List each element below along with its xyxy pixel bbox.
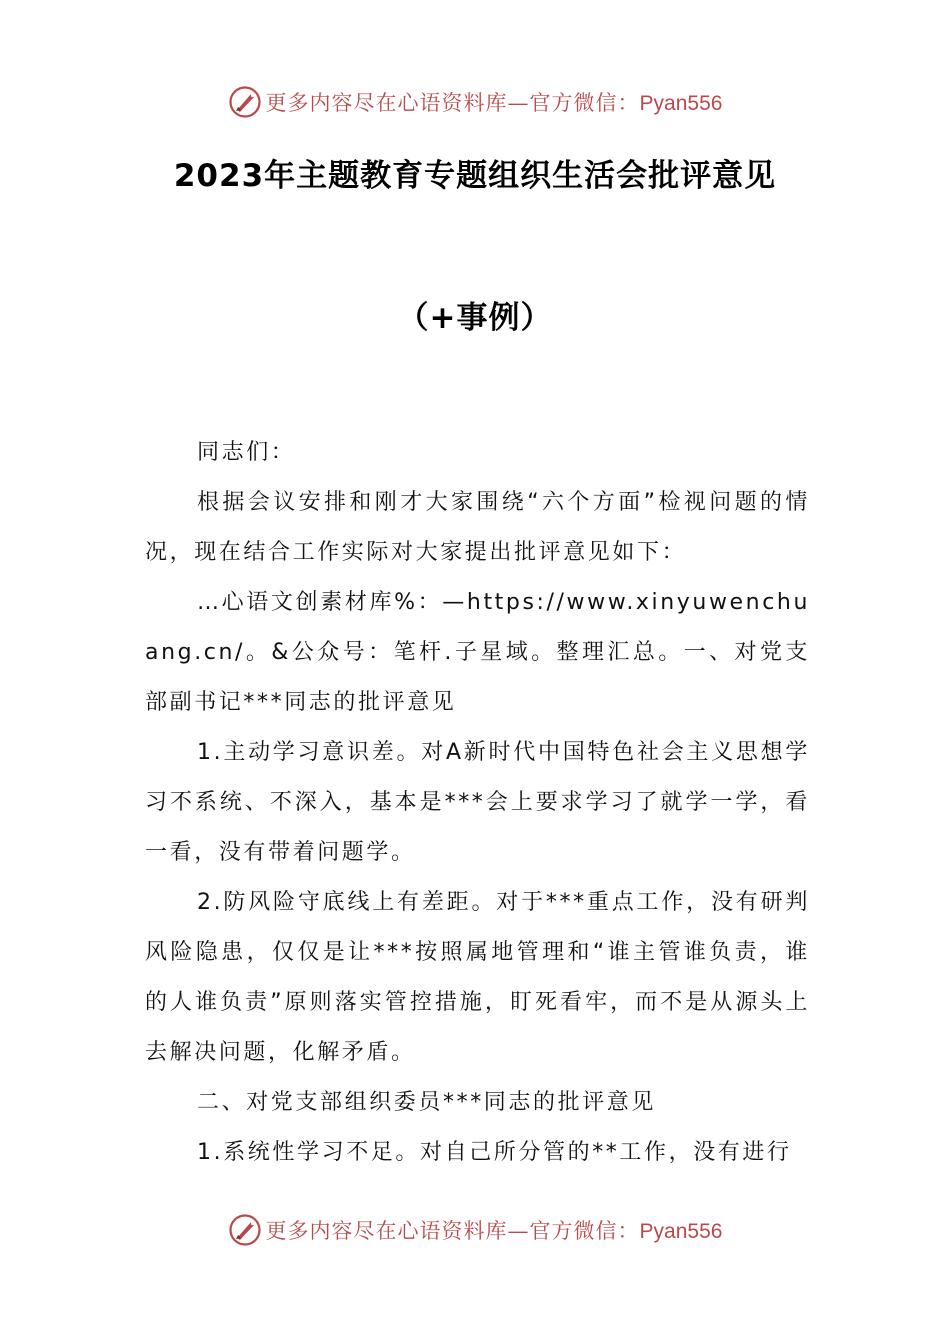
- wechat-id: Pyan556: [639, 92, 723, 115]
- top-watermark-banner: [0, 82, 950, 122]
- critique-item: 1.主动学习意识差。对A新时代中国特色社会主义思想学习不系统、不深入，基本是***会上要求学习了就学一学，看一看，没有带着问题学。: [145, 740, 810, 865]
- source-paragraph: …心语文创素材库%：—https://www.xinyuwenchuang.cn/。&公众号：笔杆.子星域。整理汇总。一、对党支部副书记***同志的批评意见: [145, 590, 810, 715]
- watermark-text: 更多内容尽在心语资料库—官方微信：Pyan556: [265, 91, 723, 115]
- pen-nib-circle-icon: [228, 1213, 262, 1247]
- critique-item: 1.系统性学习不足。对自己所分管的**工作，没有进行: [197, 1140, 792, 1165]
- document-body: [145, 428, 810, 1178]
- section-heading: 二、对党支部组织委员***同志的批评意见: [197, 1090, 657, 1115]
- watermark-text: 更多内容尽在心语资料库—官方微信：Pyan556: [265, 1219, 723, 1243]
- document-subtitle: （+事例）: [397, 300, 553, 336]
- intro-paragraph: 根据会议安排和刚才大家围绕“六个方面”检视问题的情况，现在结合工作实际对大家提出批评意见如下：: [145, 490, 810, 565]
- wechat-id: Pyan556: [639, 1220, 723, 1243]
- critique-item: 2.防风险守底线上有差距。对于***重点工作，没有研判风险隐患，仅仅是让***按照属地管理和“谁主管谁负责，谁的人谁负责”原则落实管控措施，盯死看牢，而不是从源头上去解决问题，化解矛盾。: [145, 890, 810, 1065]
- document-title: 2023年主题教育专题组织生活会批评意见: [173, 158, 777, 194]
- pen-nib-circle-icon: [228, 85, 262, 119]
- bottom-watermark-banner: [0, 1210, 950, 1250]
- salutation: 同志们：: [197, 440, 296, 465]
